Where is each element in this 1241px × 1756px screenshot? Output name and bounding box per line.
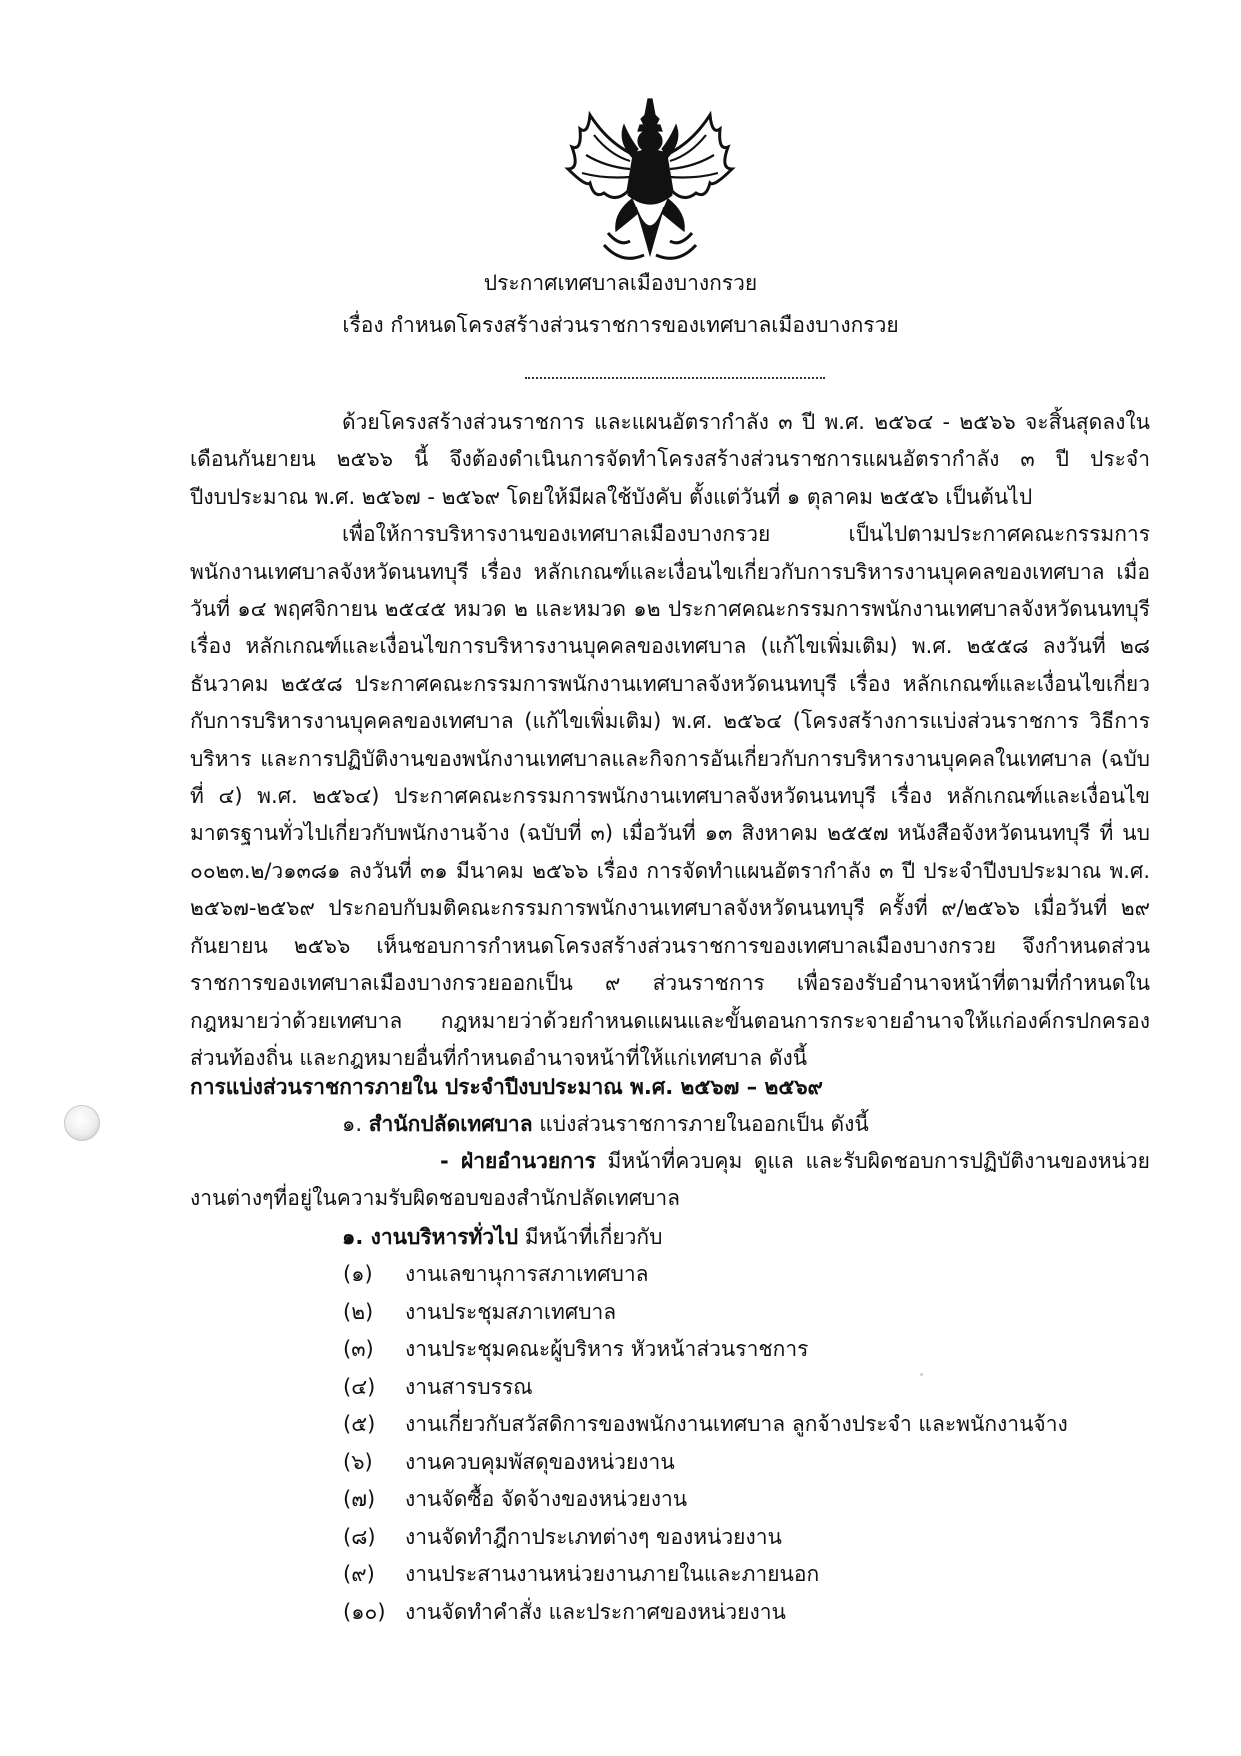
- list-item: [343, 1594, 1143, 1632]
- task-text: งานประสานงานหน่วยงานภายในและภายนอก: [405, 1562, 820, 1586]
- general-admin-desc: มีหน้าที่เกี่ยวกับ: [524, 1225, 663, 1249]
- scan-speck: [920, 1373, 923, 1376]
- subdivision-item: [190, 1143, 1150, 1217]
- task-number: (๔): [343, 1374, 376, 1399]
- task-text: งานจัดทำคำสั่ง และประกาศของหน่วยงาน: [405, 1599, 786, 1624]
- task-number: (๑๐): [343, 1599, 386, 1624]
- task-list: [343, 1256, 1143, 1631]
- subdivision-name: - ฝ่ายอำนวยการ: [440, 1149, 596, 1173]
- task-text: งานสารบรรณ: [405, 1374, 533, 1399]
- list-item: [343, 1256, 1143, 1294]
- list-item: [343, 1444, 1143, 1482]
- list-item: [343, 1556, 1143, 1594]
- list-item: [343, 1406, 1143, 1444]
- task-text: งานเกี่ยวกับสวัสดิการของพนักงานเทศบาล ลูกจ้างประจำ และพนักงานจ้าง: [405, 1412, 1068, 1436]
- title-divider: [525, 377, 825, 379]
- announcement-title: ประกาศเทศบาลเมืองบางกรวย: [483, 271, 758, 295]
- task-text: งานจัดซื้อ จัดจ้างของหน่วยงาน: [405, 1487, 688, 1511]
- office-desc: แบ่งส่วนราชการภายในออกเป็น ดังนี้: [539, 1112, 869, 1136]
- list-item: [343, 1294, 1143, 1332]
- list-item: [343, 1519, 1143, 1557]
- task-number: (๑): [343, 1262, 373, 1286]
- division-heading: การแบ่งส่วนราชการภายใน ประจำปีงบประมาณ พ.ศ. ๒๕๖๗ – ๒๕๖๙: [190, 1075, 823, 1099]
- task-text: งานควบคุมพัสดุของหน่วยงาน: [405, 1449, 675, 1474]
- task-number: (๒): [343, 1299, 374, 1324]
- document-body: [190, 404, 1150, 1077]
- list-item: [343, 1369, 1143, 1407]
- task-number: (๙): [343, 1562, 375, 1586]
- task-number: (๗): [343, 1487, 376, 1511]
- office-number: ๑.: [342, 1112, 363, 1136]
- task-number: (๖): [343, 1449, 373, 1474]
- punch-hole-mark: [64, 1105, 100, 1141]
- general-admin-item: [190, 1219, 1150, 1256]
- announcement-subject: เรื่อง กำหนดโครงสร้างส่วนราชการของเทศบาลเมืองบางกรวย: [342, 313, 899, 337]
- task-number: (๕): [343, 1412, 376, 1436]
- garuda-emblem-icon: [560, 95, 740, 275]
- task-number: (๘): [343, 1524, 376, 1549]
- task-text: งานประชุมคณะผู้บริหาร หัวหน้าส่วนราชการ: [405, 1337, 809, 1361]
- subdivision-desc: มีหน้าที่ควบคุม ดูแล และรับผิดชอบการปฏิบัติงานของหน่วยงานต่างๆที่อยู่ในความรับผิดชอบของสำนักปลัดเทศบาล: [190, 1149, 1150, 1210]
- paragraph-2: เพื่อให้การบริหารงานของเทศบาลเมืองบางกรวย เป็นไปตามประกาศคณะกรรมการพนักงานเทศบาลจังหวัดนนทบุรี เรื่อง หลักเกณฑ์และเงื่อนไขเกี่ยวกับการบริหารงานบุคคลของเทศบาล เมื่อวันที่ ๑๔ พฤศจิกายน ๒๕๔๕ หมวด ๒ และหมวด ๑๒ ประกาศคณะกรรมการพนักงานเทศบาลจังหวัดนนทบุรี เรื่อง หลักเกณฑ์และเงื่อนไขการบริหารงานบุคคลของเทศบาล (แก้ไขเพิ่มเติม) พ.ศ. ๒๕๕๘ ลงวันที่ ๒๘ ธันวาคม ๒๕๕๘ ประกาศคณะกรรมการพนักงานเทศบาลจังหวัดนนทบุรี เรื่อง หลักเกณฑ์และเงื่อนไขเกี่ยวกับการบริหารงานบุคคลของเทศบาล (แก้ไขเพิ่มเติม) พ.ศ. ๒๕๖๔ (โครงสร้างการแบ่งส่วนราชการ วิธีการบริหาร และการปฏิบัติงานของพนักงานเทศบาลและกิจการอันเกี่ยวกับการบริหารงานบุคคลในเทศบาล (ฉบับที่ ๔) พ.ศ. ๒๕๖๔) ประกาศคณะกรรมการพนักงานเทศบาลจังหวัดนนทบุรี เรื่อง หลักเกณฑ์และเงื่อนไขมาตรฐานทั่วไปเกี่ยวกับพนักงานจ้าง (ฉบับที่ ๓) เมื่อวันที่ ๑๓ สิงหาคม ๒๕๕๗ หนังสือจังหวัดนนทบุรี ที่ นบ ๐๐๒๓.๒/ว๑๓๘๑ ลงวันที่ ๓๑ มีนาคม ๒๕๖๖ เรื่อง การจัดทำแผนอัตรากำลัง ๓ ปี ประจำปีงบประมาณ พ.ศ. ๒๕๖๗-๒๕๖๙ ประกอบกับมติคณะกรรมการพนักงานเทศบาลจังหวัดนนทบุรี ครั้งที่ ๙/๒๕๖๖ เมื่อวันที่ ๒๙ กันยายน ๒๕๖๖ เห็นชอบการกำหนดโครงสร้างส่วนราชการของเทศบาลเมืองบางกรวย จึงกำหนดส่วนราชการของเทศบาลเมืองบางกรวยออกเป็น ๙ ส่วนราชการ เพื่อรองรับอำนาจหน้าที่ตามที่กำหนดในกฎหมายว่าด้วยเทศบาล กฎหมายว่าด้วยกำหนดแผนและขั้นตอนการกระจายอำนาจให้แก่องค์กรปกครองส่วนท้องถิ่น และกฎหมายอื่นที่กำหนดอำนาจหน้าที่ให้แก่เทศบาล ดังนี้: [190, 522, 1150, 1070]
- list-item: [343, 1481, 1143, 1519]
- task-text: งานประชุมสภาเทศบาล: [405, 1299, 617, 1324]
- task-text: งานเลขานุการสภาเทศบาล: [405, 1262, 649, 1286]
- task-text: งานจัดทำฎีกาประเภทต่างๆ ของหน่วยงาน: [405, 1524, 782, 1549]
- office-item: [190, 1106, 1150, 1143]
- general-admin-title: ๑. งานบริหารทั่วไป: [342, 1225, 519, 1249]
- office-name: สำนักปลัดเทศบาล: [368, 1112, 533, 1136]
- list-item: [343, 1331, 1143, 1369]
- paragraph-1: ด้วยโครงสร้างส่วนราชการ และแผนอัตรากำลัง ๓ ปี พ.ศ. ๒๕๖๔ - ๒๕๖๖ จะสิ้นสุดลงในเดือนกันยายน ๒๕๖๖ นี้ จึงต้องดำเนินการจัดทำโครงสร้างส่วนราชการแผนอัตรากำลัง ๓ ปี ประจำปีงบประมาณ พ.ศ. ๒๕๖๗ - ๒๕๖๙ โดยให้มีผลใช้บังคับ ตั้งแต่วันที่ ๑ ตุลาคม ๒๕๕๖ เป็นต้นไป: [190, 410, 1150, 509]
- task-number: (๓): [343, 1337, 374, 1361]
